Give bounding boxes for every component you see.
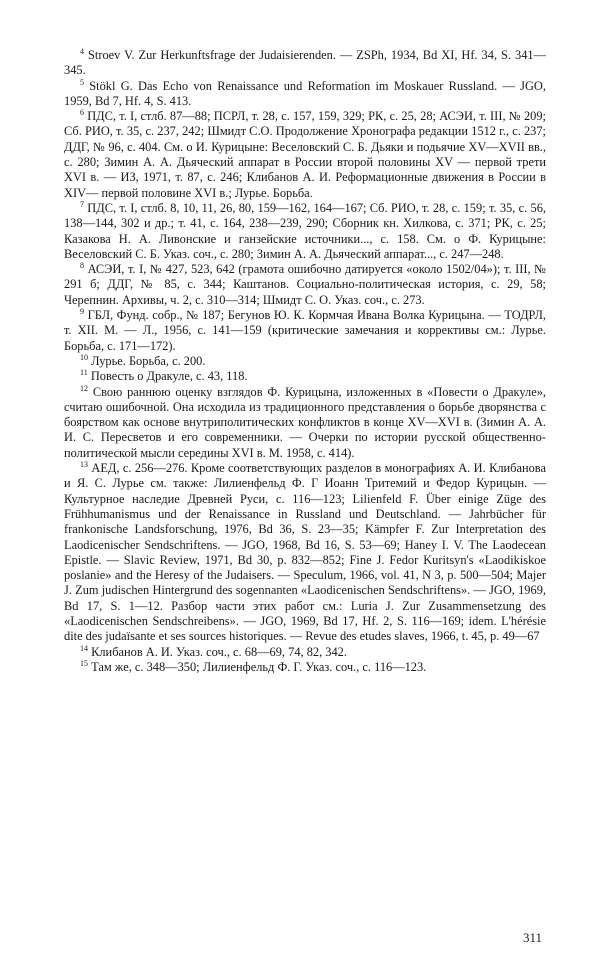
footnote-12 (64, 385, 546, 461)
footnote-text: Лурье. Борьба, с. 200. (91, 353, 206, 368)
footnote-text: Stökl G. Das Echo von Renaissance und Reformation im Moskauer Russland. — JGO, 1959, Bd 7, Hf. 4, S. 413. (64, 78, 546, 108)
footnote-number: 14 (80, 643, 88, 653)
footnote-text: Свою раннюю оценку взглядов Ф. Курицына, изложенных в «Повести о Дракуле», считаю ошибочной. Она исходила из традиционного представления о борьбе дворянства с боярством как основе внутриполитических конфликтов в конце XV—XVI в. (Зимин А. А. И. С. Пересветов и его современники. — Очерки по истории русской общественно-политической мысли середины XVI в. М. 1958, с. 414). (64, 384, 547, 460)
footnote-number: 9 (80, 306, 84, 316)
footnote-number: 7 (80, 199, 84, 209)
footnote-14 (64, 645, 546, 660)
footnote-number: 10 (80, 352, 88, 362)
footnote-10 (64, 354, 546, 369)
footnote-number: 4 (80, 46, 84, 56)
footnote-text: ПДС, т. I, стлб. 87—88; ПСРЛ, т. 28, с. 157, 159, 329; РК, с. 25, 28; АСЭИ, т. III, № 209; Сб. РИО, т. 35, с. 237, 242; Шмидт С.О. Продолжение Хронографа редакции 1512 г., с. 237; ДДГ, № 96, с. 404. См. о И. Курицыне: Веселовский С. Б. Дьяки и подьячие XV—XVII вв., с. 280; Зимин А. А. Дьяческий аппарат в России второй половины XV — первой трети XVI в. — ИЗ, 1971, т. 87, с. 246; Клибанов А. И. Реформационные движения в России в XIV— первой половине XVI в.; Лурье. Борьба. (64, 109, 546, 200)
footnote-number: 15 (80, 658, 88, 668)
footnote-text: АЕД, с. 256—276. Кроме соответствующих разделов в монографиях А. И. Клибанова и Я. С. Лурье см. также: Лилиенфельд Ф. Г Иоанн Тритемий и Федор Курицын. — Культурное наследие Древней Руси, с. 116—123; Lilienfeld F. Über einige Züge des Frühhumanismus und der Renaissance in Russland und Deutschland. — Jahrbücher für frankonische Landsforschung, 1976, Bd 36, S. 23—35; Kämpfer F. Zur Interpretation des Laodicenischer Sendschriftens. — JGO, 1968, Bd 16, S. 53—69; Haney I. V. The Laodecean Epistle. — Slavic Review, 1971, Bd 30, p. 832—852; Fine J. Fedor Kuritsyn's «Laodikiskoe poslanie» and the Heresy of the Judaisers. — Speculum, 1966, vol. 41, N 3, p. 500—504; Majer J. Zum judischen Hintergrund des sogennanten «Laodicenischen Sendschriftens». — JGO, 1969, Bd 17, S. 1—12. Разбор части этих работ см.: Luria J. Zur Zusammensetzung des «Laodicenischen Sendschreibens». — JGO, 1969, Bd 17, Hf. 2, S. 116—169; idem. L'hérésie dite des judaïsante et ses sources historiques. — Revue des etudes slaves, 1966, t. 45, p. 49—67 (64, 461, 546, 644)
page-number: 311 (522, 930, 542, 945)
footnote-text: ПДС, т. I, стлб. 8, 10, 11, 26, 80, 159—162, 164—167; Сб. РИО, т. 28, с. 159; т. 35, с. 56, 138—144, 302 и др.; т. 41, с. 164, 238—239, 290; Сборник кн. Хилкова, с. 371; РК, с. 25; Казакова Н. А. Ливонские и ганзейские источники..., с. 158. См. о Ф. Курицыне: Веселовский С. Б. Указ. соч., с. 280; Зимин А. А. Дьяческий аппарат..., с. 247—248. (64, 200, 546, 261)
footnote-9 (64, 308, 546, 354)
footnote-5 (64, 79, 546, 110)
footnote-text: АСЭИ, т. I, № 427, 523, 642 (грамота ошибочно датируется «около 1502/04»); т. III, № 291 б; ДДГ, № 85, с. 344; Каштанов. Социально-политическая история, с. 29, 58; Черепнин. Архивы, ч. 2, с. 310—314; Шмидт С. О. Указ. соч., с. 273. (64, 262, 546, 307)
footnote-number: 8 (80, 261, 84, 271)
footnote-text: ГБЛ, Фунд. собр., № 187; Бегунов Ю. К. Кормчая Ивана Волка Курицына. — ТОДРЛ, т. XII. М. — Л., 1956, с. 141—159 (критические замечания и коррективы см.: Лурье. Борьба, с. 171—172). (64, 308, 546, 353)
footnote-8 (64, 262, 546, 308)
footnote-text: Stroev V. Zur Herkunftsfrage der Judaisierenden. — ZSPh, 1934, Bd XI, Hf. 34, S. 341—345. (64, 48, 546, 78)
footnotes-block (64, 48, 546, 675)
footnote-number: 13 (80, 459, 88, 469)
footnote-text: Клибанов А. И. Указ. соч., с. 68—69, 74, 82, 342. (91, 644, 347, 659)
footnote-number: 5 (80, 77, 84, 87)
footnote-number: 6 (80, 108, 84, 118)
footnote-7 (64, 201, 546, 262)
footnote-15 (64, 660, 546, 675)
footnote-number: 12 (80, 383, 88, 393)
footnote-13 (64, 461, 546, 645)
footnote-text: Там же, с. 348—350; Лилиенфельд Ф. Г. Указ. соч., с. 116—123. (91, 659, 427, 674)
footnote-number: 11 (80, 368, 88, 378)
footnote-text: Повесть о Дракуле, с. 43, 118. (90, 369, 248, 384)
footnote-6 (64, 109, 546, 201)
footnote-11 (64, 369, 546, 384)
footnote-4 (64, 48, 546, 79)
